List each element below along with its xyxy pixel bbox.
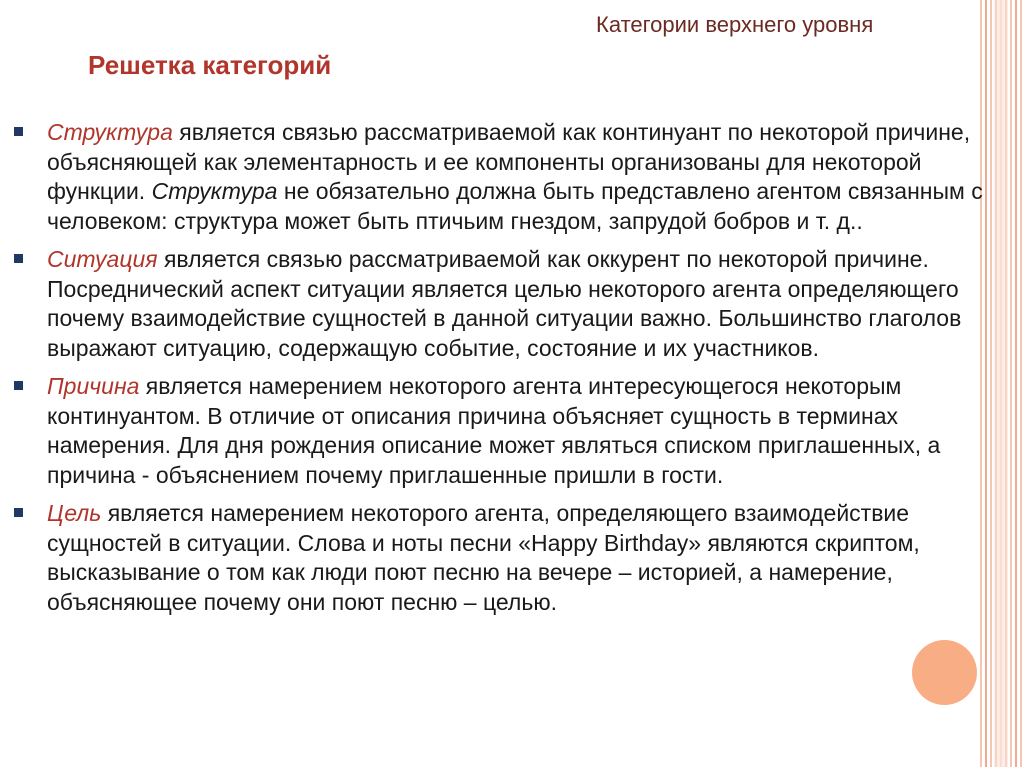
- item-text-cont: не обязательно должна быть представлено агентом связанным с человеком: структура может быть птичьим гнездом, запрудой бобров и т. д..: [47, 178, 983, 234]
- orange-circle-decoration: [912, 640, 977, 705]
- list-item-structure: [14, 118, 1004, 236]
- square-bullet-icon: [14, 381, 23, 390]
- list-item-goal: [14, 499, 1004, 617]
- item-text: является связью рассматриваемой как континуант по некоторой причине, объясняющей как элементарность и ее компоненты организованы для некоторой функции.: [47, 119, 971, 204]
- section-label: Категории верхнего уровня: [596, 12, 874, 37]
- square-bullet-icon: [14, 127, 23, 136]
- term-goal: Цель: [47, 500, 102, 526]
- term-reason: Причина: [47, 373, 140, 399]
- item-text: является намерением некоторого агента, определяющего взаимодействие сущностей в ситуации. Слова и ноты песни «Happy Birthday» являются скриптом, высказывание о том как люди поют песню на вечере – историей, а намерение, объясняющее почему они поют песню – целью.: [47, 500, 920, 615]
- item-text: является связью рассматриваемой как оккурент по некоторой причине. Посреднический аспект ситуации является целью некоторого агента определяющего почему взаимодействие сущностей в данной ситуации важно. Большинство глаголов выражают ситуацию, содержащую событие, состояние и их участников.: [47, 246, 962, 361]
- slide-title: Решетка категорий: [88, 50, 332, 80]
- term-structure: Структура: [47, 119, 173, 145]
- term-structure-repeat: Структура: [151, 178, 278, 204]
- term-situation: Ситуация: [47, 246, 158, 272]
- slide-body: [14, 118, 1004, 626]
- square-bullet-icon: [14, 508, 23, 517]
- list-item-situation: [14, 245, 1004, 363]
- list-item-reason: [14, 372, 1004, 490]
- square-bullet-icon: [14, 254, 23, 263]
- item-text: является намерением некоторого агента интересующегося некоторым континуантом. В отличие от описания причина объясняет сущность в терминах намерения. Для дня рождения описание может являться списком приглашенных, а причина - объяснением почему приглашенные пришли в гости.: [47, 373, 941, 488]
